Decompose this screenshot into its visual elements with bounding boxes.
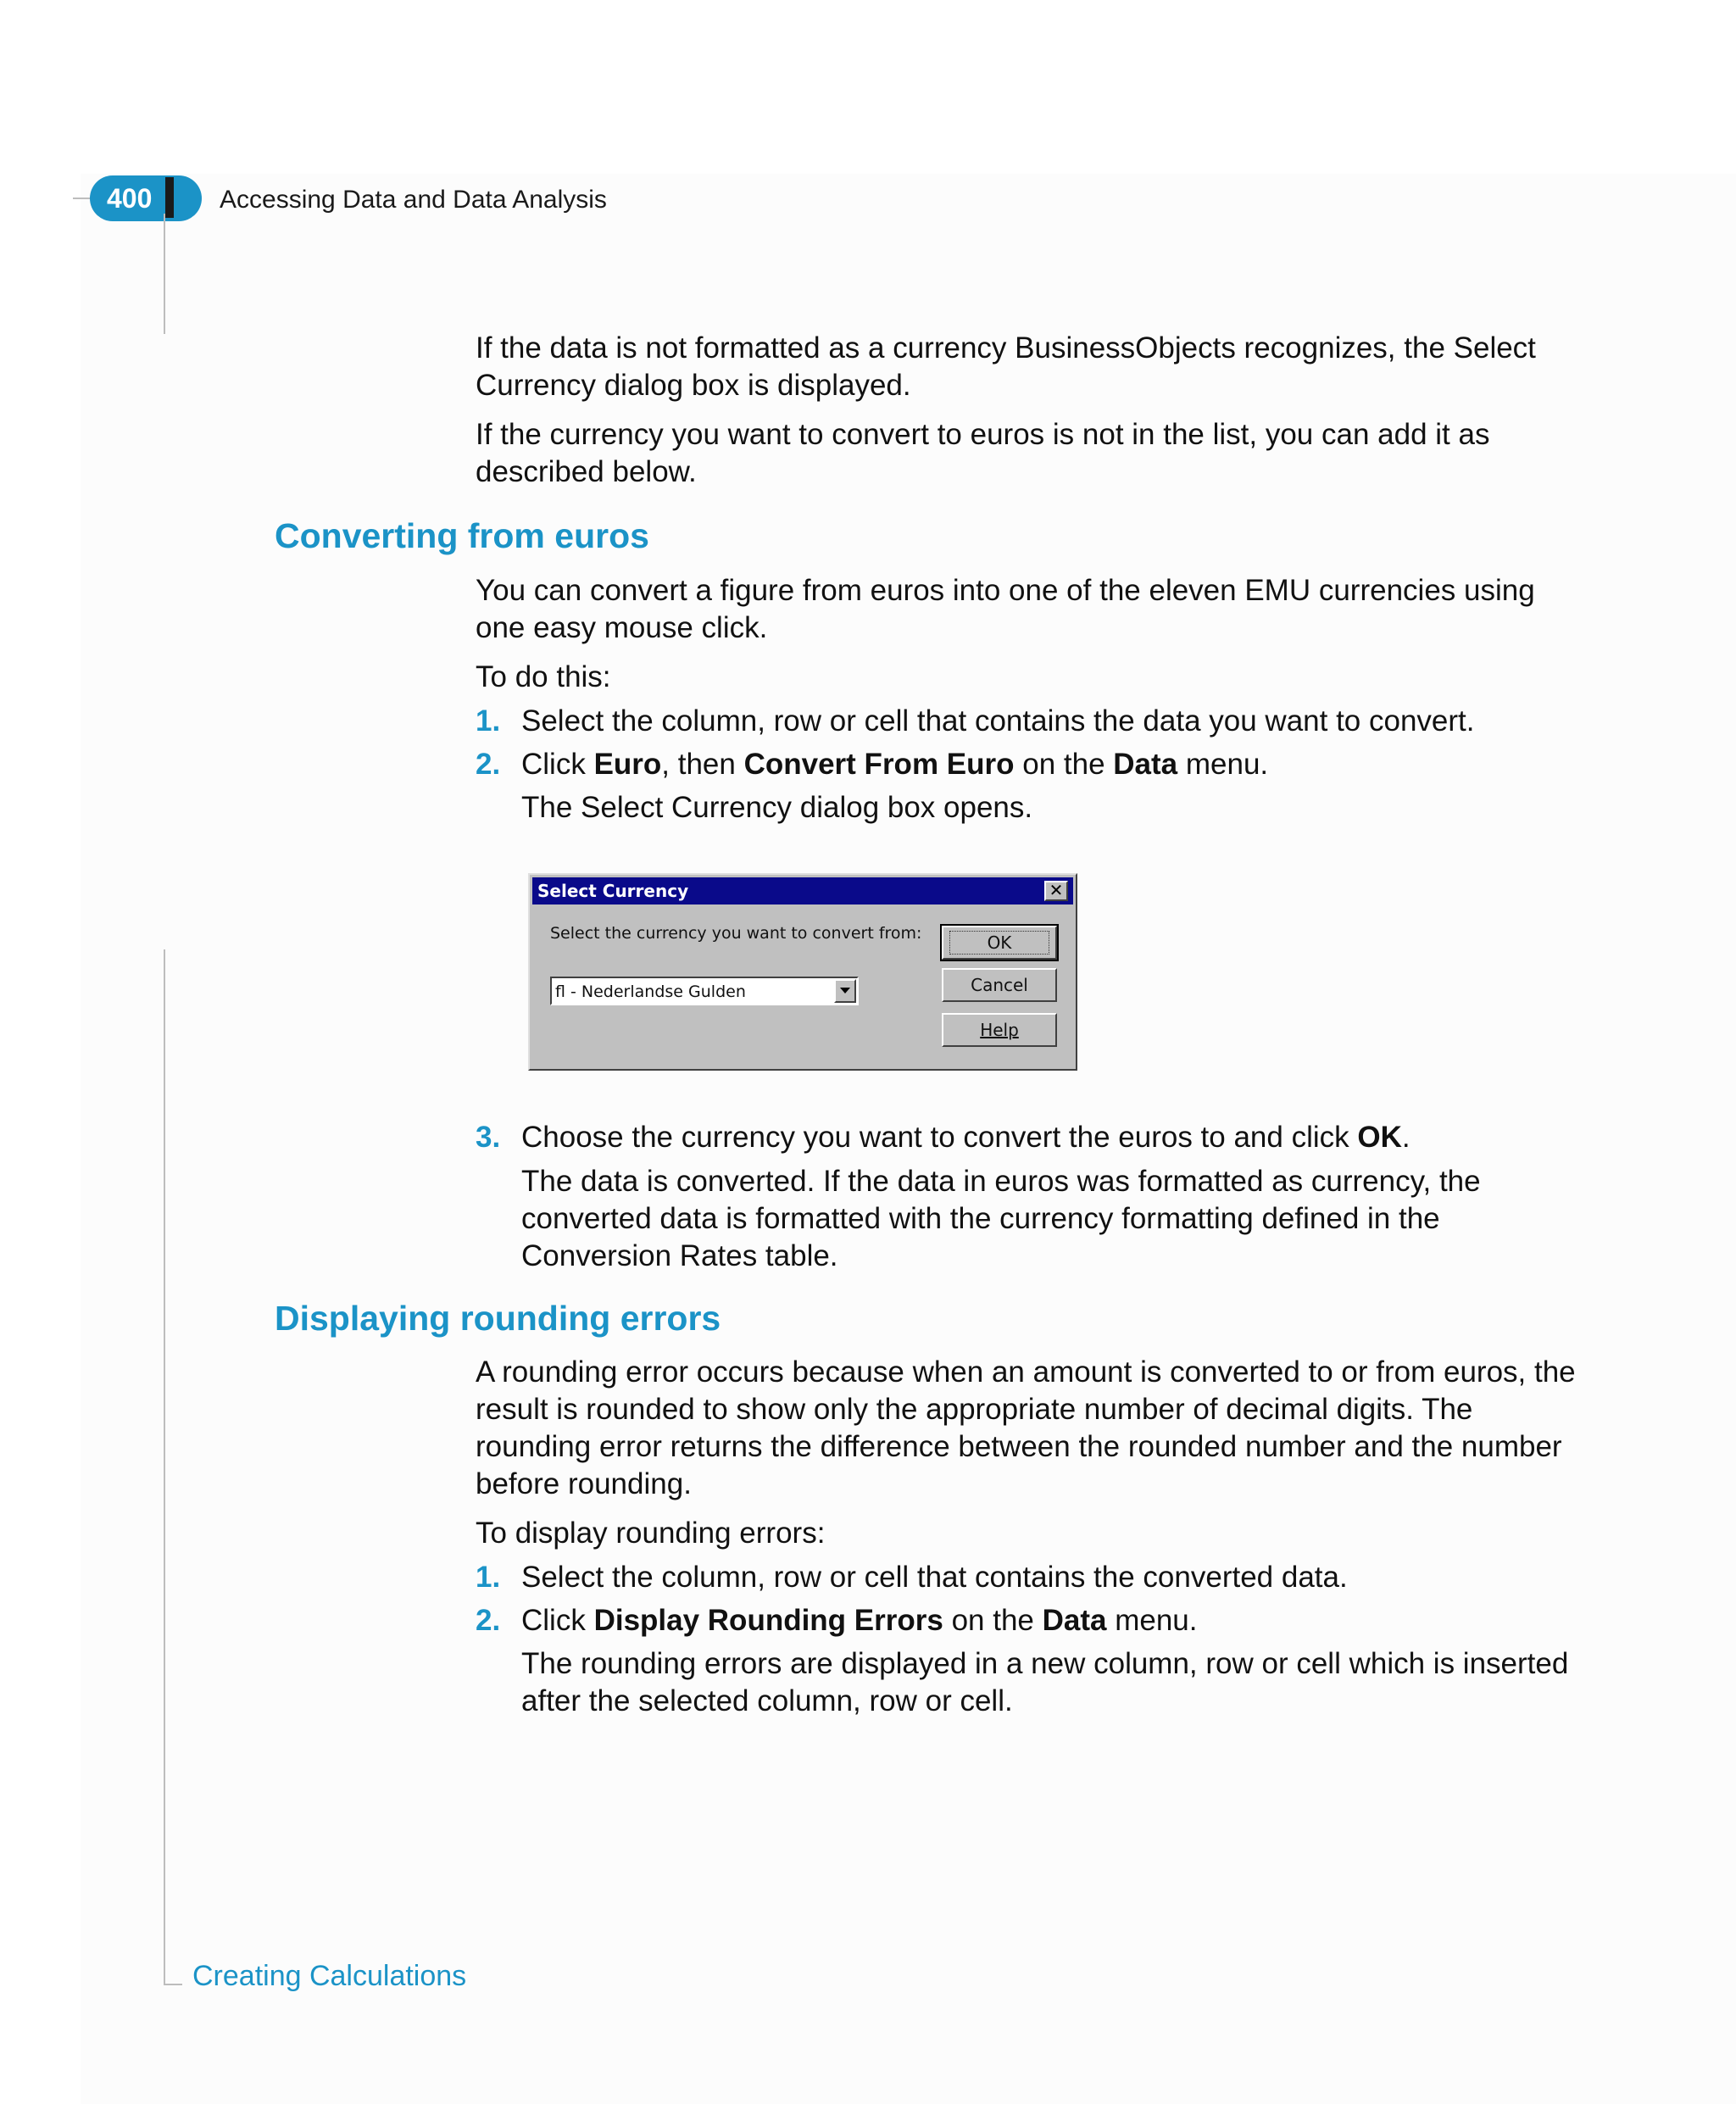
footer-rule — [164, 1984, 182, 1985]
converting-step-2-result: The Select Currency dialog box opens. — [521, 791, 1033, 824]
rounding-intro-to-steps: To display rounding errors: — [476, 1517, 826, 1550]
running-footer-title: Creating Calculations — [192, 1960, 467, 1992]
dialog-title: Select Currency — [537, 881, 689, 901]
step-number: 3. — [476, 1121, 501, 1154]
converting-intro-to-steps: To do this: — [476, 660, 611, 693]
page-number-divider — [165, 177, 174, 218]
select-currency-dialog — [528, 873, 1077, 1071]
intro-paragraph-2: If the currency you want to convert to euros is not in the list, you can add it as described below. — [476, 418, 1490, 488]
step-text: Select the column, row or cell that contains the data you want to convert. — [521, 704, 1475, 738]
currency-select[interactable] — [550, 977, 859, 1005]
rounding-step-2-result: The rounding errors are displayed in a new column, row or cell which is inserted after the selected column, row or cell. — [521, 1647, 1569, 1717]
heading-displaying-rounding-errors: Displaying rounding errors — [275, 1299, 721, 1338]
chevron-down-icon[interactable] — [834, 979, 856, 1003]
step-number: 1. — [476, 1561, 501, 1594]
step-number: 2. — [476, 1604, 501, 1637]
step-number: 2. — [476, 748, 501, 781]
step-text: Select the column, row or cell that contains the converted data. — [521, 1561, 1348, 1594]
currency-prompt-label: Select the currency you want to convert from: — [550, 924, 922, 943]
step-text: Choose the currency you want to convert the euros to and click OK. — [521, 1121, 1410, 1154]
running-header-title: Accessing Data and Data Analysis — [220, 186, 607, 214]
heading-converting-from-euros: Converting from euros — [275, 516, 649, 555]
ok-button[interactable]: OK — [942, 926, 1057, 960]
page-number: 400 — [107, 183, 153, 214]
margin-rule-top — [164, 214, 165, 334]
step-text: Click Euro, then Convert From Euro on the Data menu. — [521, 748, 1269, 781]
page-number-badge — [90, 175, 202, 221]
step-number: 1. — [476, 704, 501, 738]
currency-select-value: fl - Nederlandse Gulden — [555, 982, 746, 1001]
close-icon[interactable]: ✕ — [1044, 881, 1068, 901]
cancel-button[interactable]: Cancel — [942, 968, 1057, 1002]
converting-step-3-result: The data is converted. If the data in euros was formatted as currency, the converted data is formatted with the currency formatting defined in the Conversion Rates table. — [521, 1165, 1481, 1272]
help-button[interactable]: Help — [942, 1013, 1057, 1047]
margin-rule-bottom — [164, 949, 165, 1985]
rounding-paragraph: A rounding error occurs because when an amount is converted to or from euros, the result is rounded to show only the appropriate number of decimal digits. The rounding error returns the difference between the rounded number and the number before rounding. — [476, 1355, 1576, 1500]
intro-paragraph-1: If the data is not formatted as a currency BusinessObjects recognizes, the Select Currency dialog box is displayed. — [476, 331, 1536, 402]
dialog-titlebar — [532, 877, 1073, 904]
step-text: Click Display Rounding Errors on the Data menu. — [521, 1604, 1198, 1637]
converting-paragraph: You can convert a figure from euros into one of the eleven EMU currencies using one easy mouse click. — [476, 574, 1535, 644]
